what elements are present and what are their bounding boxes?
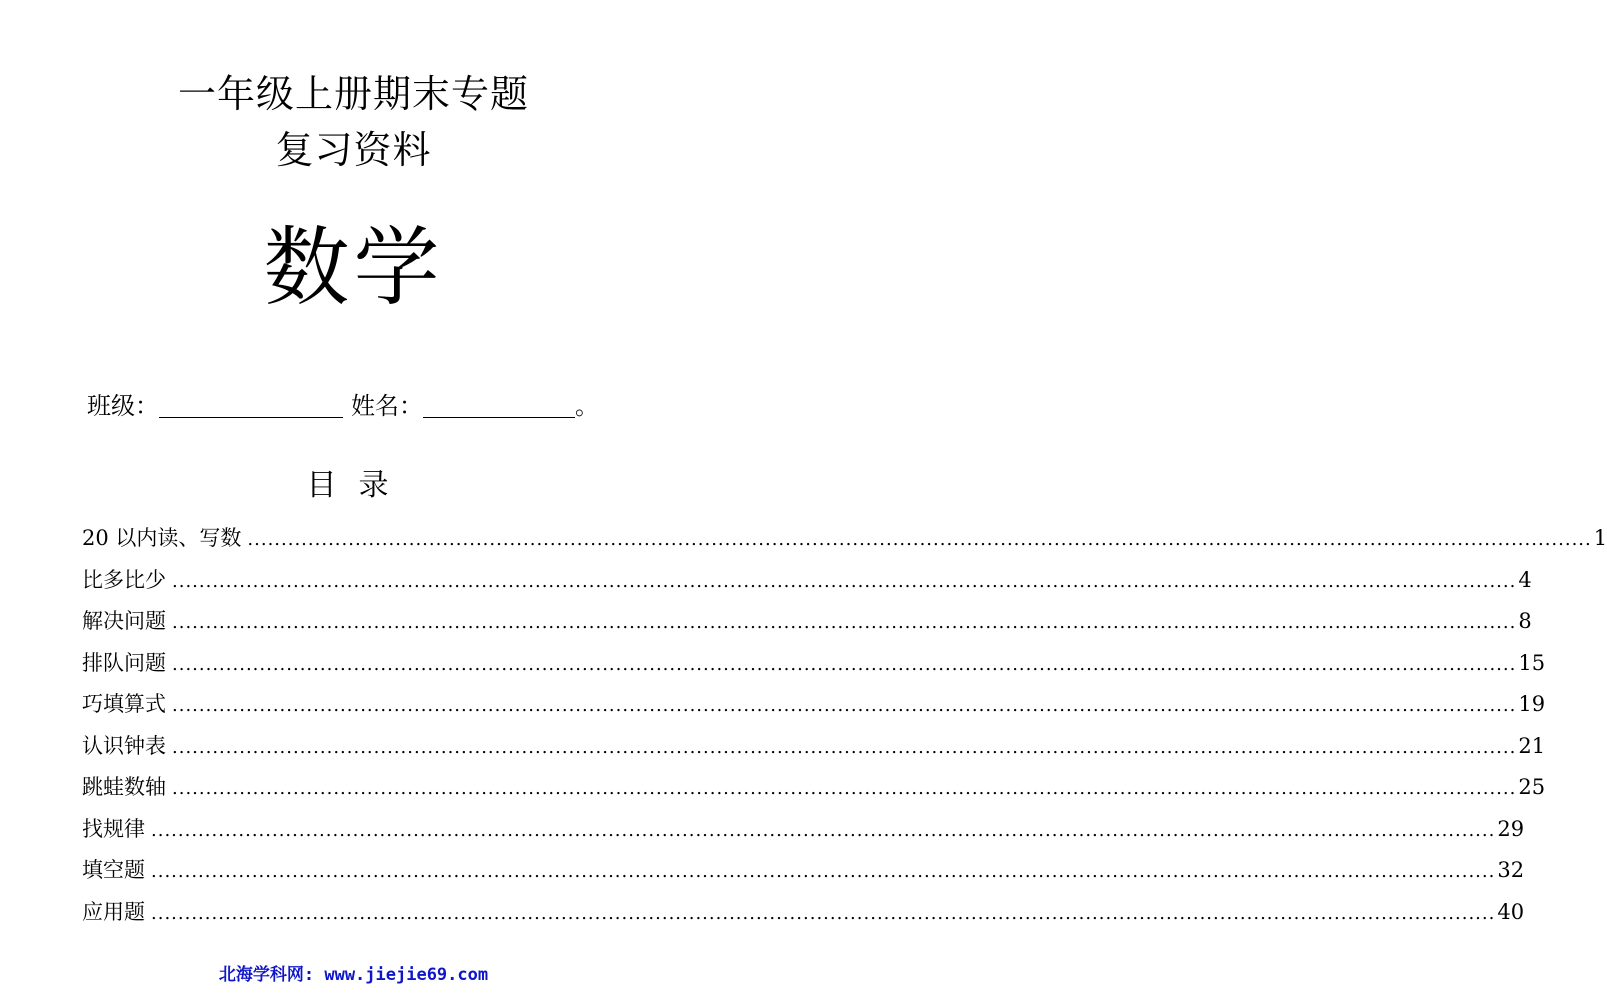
toc-item-label: 排队问题 — [82, 650, 166, 675]
title-line-1: 一年级上册期末专题 — [177, 72, 529, 116]
toc-item — [82, 728, 1546, 770]
toc-item — [82, 645, 1546, 687]
toc-item — [82, 811, 1525, 853]
toc-item-page: 21 — [1518, 733, 1546, 758]
toc-dot-leader: ........................................................................................................................................................................................................ — [151, 861, 1496, 882]
toc-dot-leader: ........................................................................................................................................................................................................ — [151, 902, 1496, 924]
toc-item-label: 填空题 — [82, 858, 145, 882]
toc-item-page: 4 — [1518, 567, 1532, 592]
name-blank-line[interactable] — [423, 389, 575, 418]
toc-dot-leader: ........................................................................................................................................................................................................ — [247, 529, 1592, 550]
toc-item-label: 巧填算式 — [82, 692, 166, 716]
toc-item — [82, 562, 1532, 604]
toc-item — [82, 894, 1525, 936]
toc-item — [82, 520, 1607, 562]
toc-dot-leader: ........................................................................................................................................................................................................ — [172, 570, 1517, 592]
toc-item — [82, 686, 1546, 728]
toc-item-page: 15 — [1518, 650, 1546, 675]
student-info-row — [87, 388, 599, 424]
title-line-2: 复习资料 — [275, 128, 432, 172]
toc-item-page: 1 — [1593, 526, 1607, 550]
toc-item — [82, 603, 1532, 645]
toc-dot-leader: ........................................................................................................................................................................................................ — [172, 736, 1517, 758]
end-mark: 。 — [575, 392, 599, 420]
subject-title: 数学 — [263, 218, 444, 318]
toc-item-label: 跳蛙数轴 — [82, 775, 166, 799]
toc-dot-leader: ........................................................................................................................................................................................................ — [172, 778, 1517, 799]
toc-item-page: 32 — [1497, 858, 1525, 882]
table-of-contents — [82, 520, 1607, 935]
toc-dot-leader: ........................................................................................................................................................................................................ — [172, 653, 1517, 675]
toc-item-label: 解决问题 — [82, 609, 166, 633]
toc-item-page: 8 — [1518, 609, 1532, 633]
toc-dot-leader: ........................................................................................................................................................................................................ — [151, 819, 1496, 841]
class-blank-line[interactable] — [159, 389, 343, 418]
footer-website: 北海学科网: www.jiejie69.com — [218, 965, 489, 985]
toc-item-label: 找规律 — [82, 816, 145, 841]
toc-item-label: 20 以内读、写数 — [82, 526, 242, 550]
toc-dot-leader: ........................................................................................................................................................................................................ — [172, 612, 1517, 633]
toc-item — [82, 769, 1546, 811]
toc-heading: 目录 — [306, 468, 411, 503]
toc-item-page: 40 — [1497, 899, 1525, 924]
toc-item-page: 25 — [1518, 775, 1546, 799]
toc-item-page: 29 — [1497, 816, 1525, 841]
toc-item — [82, 852, 1525, 894]
toc-item-label: 认识钟表 — [82, 733, 166, 758]
toc-item-label: 比多比少 — [82, 567, 166, 592]
name-label: 姓名： — [351, 392, 423, 420]
toc-dot-leader: ........................................................................................................................................................................................................ — [172, 695, 1517, 716]
class-label: 班级： — [87, 392, 159, 420]
toc-item-label: 应用题 — [82, 899, 145, 924]
toc-item-page: 19 — [1518, 692, 1546, 716]
